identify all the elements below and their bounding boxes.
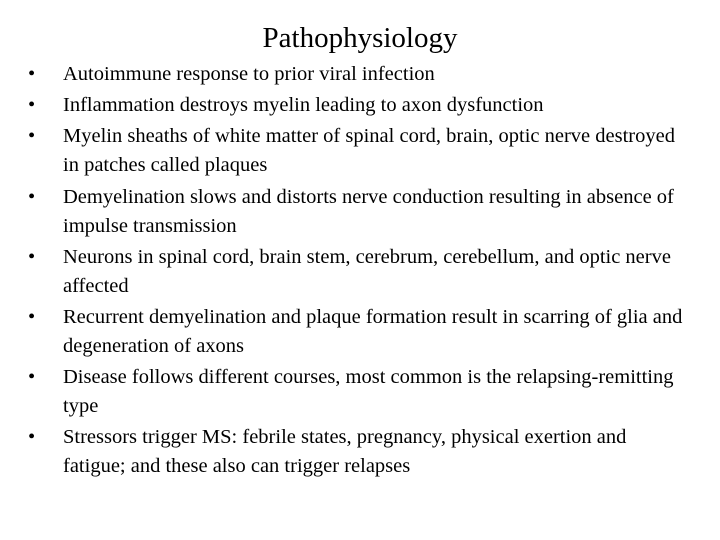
bullet-item (28, 91, 688, 120)
bullet-item (28, 183, 688, 241)
bullet-text: Inflammation destroys myelin leading to axon dysfunction (63, 94, 544, 117)
bullet-item (28, 60, 688, 89)
bullet-dot-icon: • (28, 185, 36, 208)
bullet-item (28, 243, 688, 301)
bullet-dot-icon: • (28, 245, 36, 268)
bullet-text: Myelin sheaths of white matter of spinal cord, brain, optic nerve destroyed in patches called plaques (63, 125, 675, 177)
bullet-text: Demyelination slows and distorts nerve conduction resulting in absence of impulse transmission (63, 185, 674, 237)
bullet-text: Recurrent demyelination and plaque formation result in scarring of glia and degeneration of axons (63, 305, 683, 357)
bullet-text: Stressors trigger MS: febrile states, pregnancy, physical exertion and fatigue; and these also can trigger relapses (63, 426, 627, 478)
bullet-item (28, 423, 688, 481)
bullet-dot-icon: • (28, 426, 36, 449)
bullet-dot-icon: • (28, 366, 36, 389)
bullet-dot-icon: • (28, 94, 36, 117)
bullet-text: Autoimmune response to prior viral infection (63, 63, 435, 85)
bullet-text: Disease follows different courses, most common is the relapsing-remitting type (63, 366, 674, 418)
bullet-item (28, 363, 688, 421)
bullet-dot-icon: • (28, 305, 36, 328)
bullet-dot-icon: • (28, 125, 36, 148)
bullet-list (28, 60, 688, 484)
slide-title: Pathophysiology (262, 22, 458, 54)
bullet-text: Neurons in spinal cord, brain stem, cerebrum, cerebellum, and optic nerve affected (63, 245, 671, 297)
bullet-item (28, 122, 688, 180)
bullet-dot-icon: • (28, 63, 36, 85)
bullet-item (28, 303, 688, 361)
